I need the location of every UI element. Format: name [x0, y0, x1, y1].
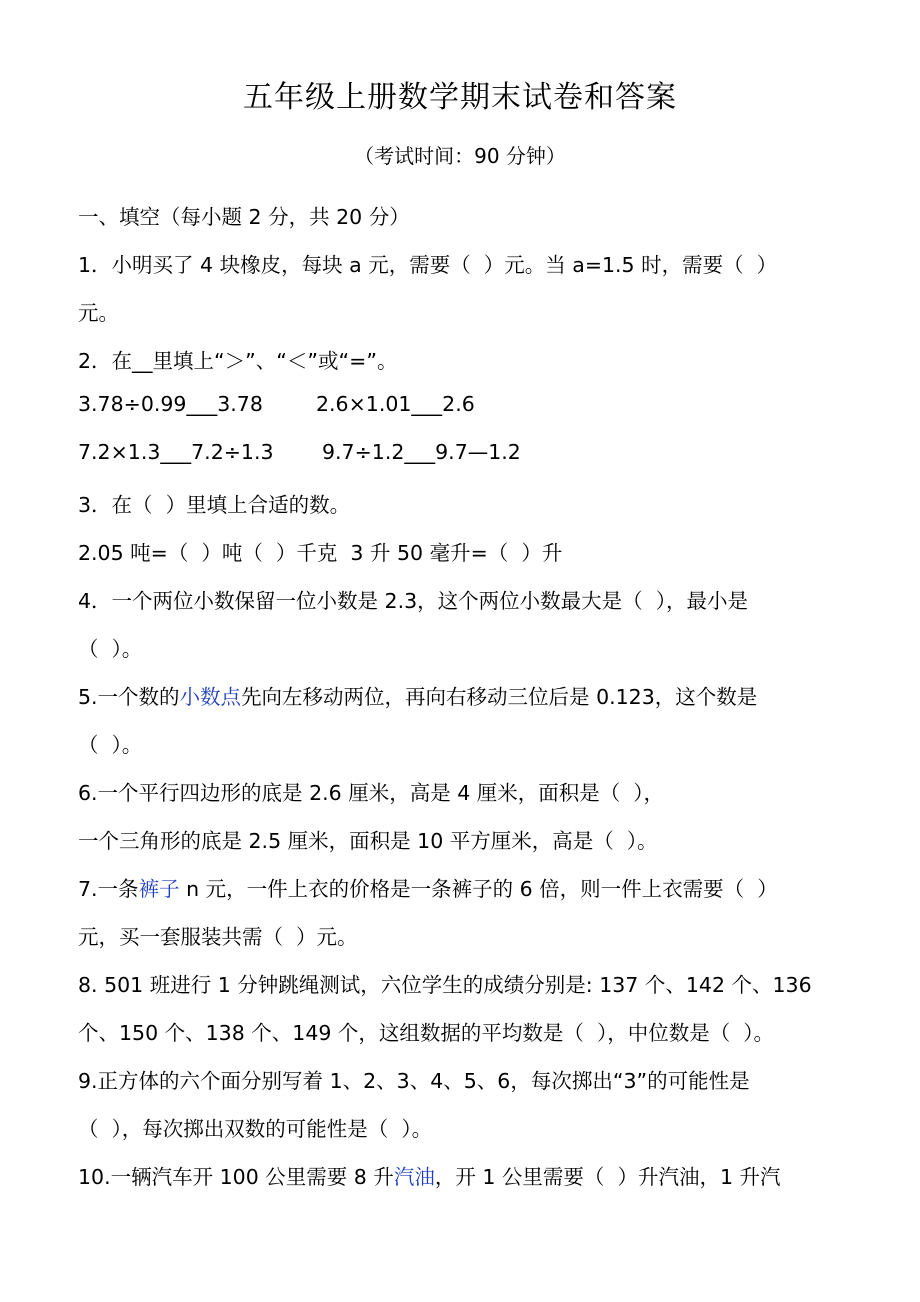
question-5-line-1 — [78, 680, 757, 710]
question-4-line-1: 4．一个两位小数保留一位小数是 2.3，这个两位小数最大是（ ），最小是 — [78, 589, 748, 613]
question-10-prefix: 10.一辆汽车开 100 公里需要 8 升 — [78, 1165, 394, 1189]
question-2-expr-1: 3.78÷0.99___3.78 — [78, 392, 263, 416]
question-10-line-1 — [78, 1160, 781, 1190]
link-gasoline[interactable]: 汽油 — [393, 1165, 435, 1189]
question-9-line-2: （ ），每次掷出双数的可能性是（ ）。 — [78, 1117, 433, 1141]
question-4-line-2: （ ）。 — [78, 637, 143, 661]
link-decimal-point[interactable]: 小数点 — [179, 685, 242, 709]
question-7-prefix: 7.一条 — [78, 877, 139, 901]
page-title: 五年级上册数学期末试卷和答案 — [243, 80, 677, 115]
question-3-line-1: 3．在（ ）里填上合适的数。 — [78, 493, 351, 517]
question-1-line-1: 1．小明买了 4 块橡皮，每块 a 元，需要（ ）元。当 a=1.5 时，需要（ ） — [78, 253, 778, 277]
question-6-line-2: 一个三角形的底是 2.5 厘米，面积是 10 平方厘米，高是（ ）。 — [78, 829, 658, 853]
question-8-line-1: 8. 501 班进行 1 分钟跳绳测试，六位学生的成绩分别是: 137 个、142 个、136 — [78, 973, 812, 997]
question-10-suffix: ，开 1 公里需要（ ）升汽油，1 升汽 — [434, 1165, 781, 1189]
question-5-prefix: 5.一个数的 — [78, 685, 180, 709]
question-7-line-2: 元，买一套服装共需（ ）元。 — [78, 925, 358, 949]
section-heading: 一、填空（每小题 2 分，共 20 分） — [78, 205, 410, 229]
question-8-line-2: 个、150 个、138 个、149 个，这组数据的平均数是（ ），中位数是（ ）。 — [78, 1021, 774, 1045]
question-5-suffix: 先向左移动两位，再向右移动三位后是 0.123，这个数是 — [241, 685, 758, 709]
exam-duration: （考试时间：90 分钟） — [354, 144, 566, 168]
question-3-line-2: 2.05 吨=（ ）吨（ ）千克 3 升 50 毫升=（ ）升 — [78, 541, 563, 565]
question-7-suffix: n 元，一件上衣的价格是一条裤子的 6 倍，则一件上衣需要（ ） — [179, 877, 778, 901]
link-trousers[interactable]: 裤子 — [138, 877, 180, 901]
question-1-line-2: 元。 — [78, 301, 119, 325]
question-5-line-2: （ ）。 — [78, 733, 143, 757]
question-9-line-1: 9.正方体的六个面分别写着 1、2、3、4、5、6，每次掷出“3”的可能性是 — [78, 1069, 750, 1093]
question-7-line-1 — [78, 872, 778, 902]
question-2-expr-4: 9.7÷1.2___9.7—1.2 — [322, 440, 521, 464]
question-2-expr-2: 2.6×1.01___2.6 — [316, 392, 475, 416]
question-2-expr-3: 7.2×1.3___7.2÷1.3 — [78, 440, 274, 464]
question-2-line-1: 2．在__里填上“＞”、“＜”或“=”。 — [78, 349, 398, 373]
question-6-line-1: 6.一个平行四边形的底是 2.6 厘米，高是 4 厘米，面积是（ ）， — [78, 781, 665, 805]
